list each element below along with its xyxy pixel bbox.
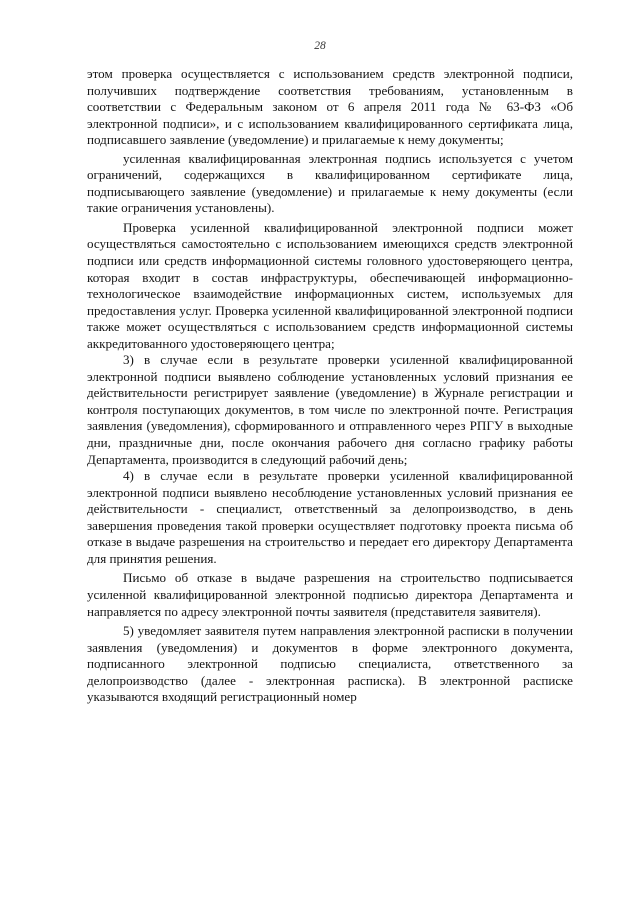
document-body — [87, 66, 573, 706]
paragraph-item-3: 3) в случае если в результате проверки усиленной квалифицированной электронной подписи выявлено соблюдение установленных условий признания ее действительности регистрирует заявление (уведомление) в Журнале регистрации и контроля поступающих документов, в том числе по электронной почте. Регистрация заявления (уведомления), сформированного и отправленного через РПГУ в выходные дни, праздничные дни, после окончания рабочего дня согласно графику работы Департамента, производится в следующий рабочий день; — [87, 352, 573, 467]
paragraph-item-5: 5) уведомляет заявителя путем направления электронной расписки в получении заявления (уведомления) и документов в форме электронного документа, подписанного электронной подписью специалиста, ответственного за делопроизводство (далее - электронная расписка). В электронной расписке указываются входящий регистрационный номер — [87, 623, 573, 705]
paragraph-item-4: 4) в случае если в результате проверки усиленной квалифицированной электронной подписи выявлено несоблюдение установленных условий признания ее действительности - специалист, ответственный за делопроизводство, в день завершения проведения такой проверки осуществляет подготовку проекта письма об отказе в выдаче разрешения на строительство и передает его директору Департамента для принятия решения. — [87, 468, 573, 566]
paragraph-signature-verification: Проверка усиленной квалифицированной электронной подписи может осуществляться самостоятельно с использованием имеющихся средств электронной подписи или средств информационной системы головного удостоверяющего центра, которая входит в состав инфраструктуры, обеспечивающей информационно-технологическое взаимодействие информационных систем, используемых для предоставления услуг. Проверка усиленной квалифицированной электронной подписи также может осуществляться с использованием средств информационной системы аккредитованного удостоверяющего центра; — [87, 219, 573, 351]
paragraph-refusal-letter: Письмо об отказе в выдаче разрешения на строительство подписывается усиленной квалифицированной электронной подписью директора Департамента и направляется по адресу электронной почты заявителя (представителя заявителя). — [87, 570, 573, 619]
paragraph-continuation: этом проверка осуществляется с использованием средств электронной подписи, получивших подтверждение соответствия требованиям, установленным в соответствии с Федеральным законом от 6 апреля 2011 года № 63-ФЗ «Об электронной подписи», и с использованием квалифицированного сертификата лица, подписавшего заявление (уведомление) и прилагаемые к нему документы; — [87, 66, 573, 148]
paragraph-signature-restrictions: усиленная квалифицированная электронная подпись используется с учетом ограничений, содержащихся в квалифицированном сертификате лица, подписывающего заявление (уведомление) и прилагаемые к нему документы (если такие ограничения установлены). — [87, 150, 573, 216]
page-number: 28 — [314, 40, 326, 52]
